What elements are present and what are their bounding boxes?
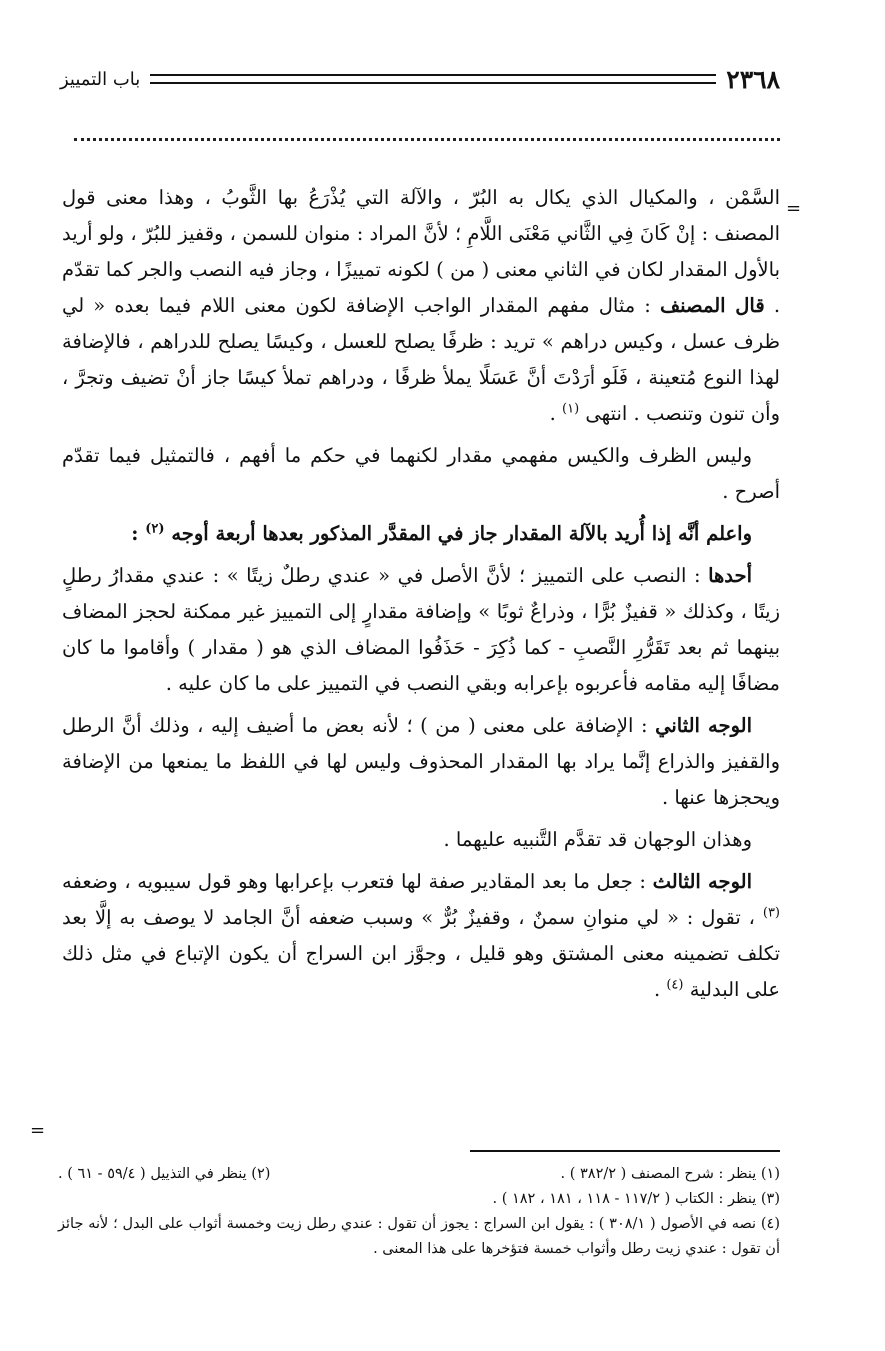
footnote-ref-4[interactable]: (٤) bbox=[666, 977, 684, 993]
paragraph-7-end: . bbox=[653, 978, 661, 1001]
page-number: ٢٣٦٨ bbox=[726, 64, 780, 94]
paragraph-1-tail: : مثال مفهم المقدار الواجب الإضافة لكون معنى اللام فيما بعده « لي ظرف عسل ، وكيس دراهم » تريد : ظرفًا يصلح للعسل ، وكيسًا يصلح للدراهم ، فالإضافة لهذا النوع مُتعينة ، فَلَو أرَدْتَ أنَّ عَسَلًا يملأ ظرفًا ، ودراهم تملأ كيسًا جاز أنْ تضيف وتجرَّ ، وأن تنون وتنصب . انتهى bbox=[62, 294, 780, 425]
paragraph-3-end: : bbox=[131, 522, 139, 545]
paragraph-2 bbox=[62, 438, 780, 510]
footnote-3: (٣) ينظر : الكتاب ( ١١٧/٢ - ١١٨ ، ١٨١ ، ١٨٢ ) . bbox=[492, 1191, 780, 1207]
paragraph-6-text: وهذان الوجهان قد تقدَّم التَّنبيه عليهما . bbox=[443, 828, 752, 851]
footnote-separator bbox=[470, 1150, 780, 1152]
paragraph-3 bbox=[62, 516, 780, 552]
header-double-rule bbox=[150, 74, 716, 84]
footnote-2: (٢) ينظر في التذييل ( ٥٩/٤ - ٦١ ) . bbox=[58, 1166, 271, 1182]
paragraph-5 bbox=[62, 708, 780, 816]
paragraph-2-text: وليس الظرف والكيس مفهمي مقدار لكنهما في حكم ما أفهم ، فالتمثيل فيما تقدّم أصرح . bbox=[62, 444, 780, 503]
paragraph-1-text: السَّمْن ، والمكيال الذي يكال به البُرّ ، والآلة التي يُذْرَعُ بها الثَّوبُ ، وهذا معنى قول المصنف : إنْ كَانَ فِي الثَّاني مَعْنَى اللَّامِ ؛ لأنَّ المراد : منوان للسمن ، وقفيز للبُرّ ، ولو أريد بالأول المقدار لكان في الثاني معنى ( من ) لكونه تمييزًا ، وجاز فيه النصب والجر كما تقدّم . bbox=[62, 186, 781, 317]
footnote-row-1 bbox=[58, 1162, 780, 1187]
paragraph-5-text: : الإضافة على معنى ( من ) ؛ لأنه بعض ما أضيف إليه ، وذلك أنَّ الرطل والقفيز والذراع إنَّما يراد بها المقدار المحذوف وليس لها في اللفظ ما يمنعها من الإضافة ويحجزها عنها . bbox=[62, 714, 780, 809]
page-header bbox=[60, 62, 780, 96]
second-aspect-label: الوجه الثاني bbox=[655, 714, 752, 737]
footnote-ref-1[interactable]: (١) bbox=[562, 401, 580, 417]
dotted-separator bbox=[74, 138, 780, 155]
main-text bbox=[62, 180, 780, 1014]
paragraph-3-text: واعلم أنَّه إذا أُريد بالآلة المقدار جاز في المقدَّر المذكور بعدها أربعة أوجه bbox=[171, 522, 752, 545]
footnotes bbox=[58, 1162, 780, 1262]
paragraph-7 bbox=[62, 864, 780, 1008]
third-aspect-label: الوجه الثالث bbox=[652, 870, 752, 893]
first-aspect-label: أحدها bbox=[708, 564, 752, 587]
footnote-ref-3[interactable]: (٣) bbox=[762, 905, 780, 921]
paragraph-7-text: : جعل ما بعد المقادير صفة لها فتعرب بإعرابها وهو قول سيبويه ، وضعفه bbox=[62, 870, 646, 893]
paragraph-6 bbox=[62, 822, 780, 858]
continuation-mark: = bbox=[786, 198, 802, 219]
paragraph-1-end: . bbox=[549, 402, 556, 425]
paragraph-1 bbox=[62, 180, 780, 432]
paragraph-4-text: : النصب على التمييز ؛ لأنَّ الأصل في « عندي رطلٌ زيتًا » : عندي مقدارُ رطلٍ زيتًا ، وكذلك « قفيزٌ بُرًّا ، وذراعٌ ثوبًا » وإضافة مقدارٍ إلى التمييز غير ممكنة لحجز المضاف بينهما ثم بعد تَقَرُّرِ النَّصبِ - كما ذُكِرَ - حَذَفُوا المضاف الذي هو ( مقدار ) وأقاموا ما كان مضافًا إليه مقامه فأعربوه بإعرابه وبقي النصب في التمييز على ما كان عليه . bbox=[62, 564, 780, 695]
footnote-1: (١) ينظر : شرح المصنف ( ٣٨٢/٢ ) . bbox=[560, 1166, 780, 1182]
footnote-ref-2[interactable]: (٢) bbox=[145, 521, 165, 537]
footnote-4: (٤) نصه في الأصول ( ٣٠٨/١ ) : يقول ابن السراج : يجوز أن تقول : عندي رطل زيت وخمسة أثواب على البدل ؛ لأنه جائز أن تقول : عندي زيت رطل وأثواب خمسة فتؤخرها على هذا المعنى . bbox=[58, 1216, 780, 1257]
end-mark: = bbox=[30, 1120, 46, 1141]
chapter-title: باب التمييز bbox=[60, 68, 141, 90]
paragraph-7-tail: ، تقول : « لي منوانِ سمنٌ ، وقفيزٌ بُرٌّ » وسبب ضعفه أنَّ الجامد لا يوصف به إلَّا بعد تكلف تضمينه معنى المشتق وهو قليل ، وجوَّز ابن السراج أن يكون الإتباع في مثل ذلك على البدلية bbox=[62, 906, 780, 1001]
paragraph-4 bbox=[62, 558, 780, 702]
author-said-label: قال المصنف bbox=[659, 294, 765, 317]
